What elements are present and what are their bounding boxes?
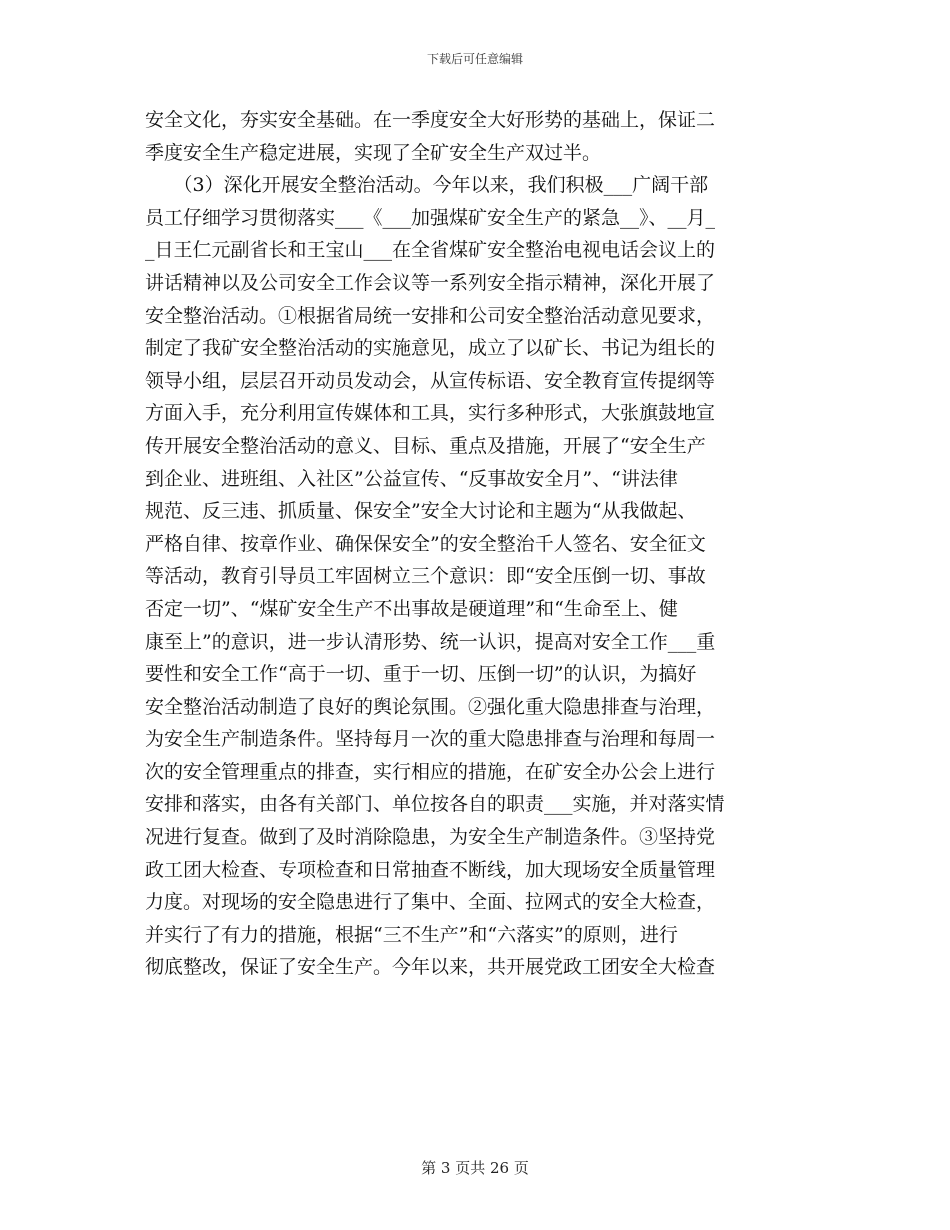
- text-line: 领导小组，层层召开动员发动会，从宣传标语、安全教育宣传提纲等: [145, 369, 716, 392]
- text-line: 力度。对现场的安全隐患进行了集中、全面、拉网式的安全大检查，: [145, 891, 716, 914]
- text-line: 安全整治活动。①根据省局统一安排和公司安全整治活动意见要求，: [145, 304, 716, 327]
- text-line: 规范、反三违、抓质量、保安全”安全大讨论和主题为“从我做起、: [145, 500, 697, 523]
- text-line: 安全文化，夯实安全基础。在一季度安全大好形势的基础上，保证二: [145, 109, 716, 131]
- text-line: 严格自律、按章作业、确保保安全”的安全整治千人签名、安全征文: [145, 532, 706, 555]
- text-line: 况进行复查。做到了及时消除隐患，为安全生产制造条件。③坚持党: [145, 826, 716, 849]
- text-line: 政工团大检查、专项检查和日常抽查不断线，加大现场安全质量管理: [145, 858, 716, 881]
- text-line: 次的安全管理重点的排查，实行相应的措施，在矿安全办公会上进行: [145, 760, 716, 783]
- text-line: 传开展安全整治活动的意义、目标、重点及措施，开展了“安全生产: [145, 434, 706, 457]
- text-line: 否定一切”、“煤矿安全生产不出事故是硬道理”和“生命至上、健: [145, 597, 678, 620]
- text-line: 季度安全生产稳定进展，实现了全矿安全生产双过半。: [145, 141, 602, 164]
- text-line: 要性和安全工作“高于一切、重于一切、压倒一切”的认识，为搞好: [145, 663, 697, 686]
- text-line: （3）深化开展安全整治活动。今年以来，我们积极___广阔干部: [145, 174, 709, 197]
- text-line: _日王仁元副省长和王宝山___在全省煤矿安全整治电视电话会议上的: [145, 239, 716, 262]
- page-header: 下载后可任意编辑: [426, 52, 523, 66]
- text-line: 到企业、进班组、入社区”公益宣传、“反事故安全月”、“讲法律: [145, 467, 678, 490]
- text-line: 安排和落实，由各有关部门、单位按各自的职责___实施，并对落实情: [145, 793, 725, 816]
- text-line: 制定了我矿安全整治活动的实施意见，成立了以矿长、书记为组长的: [145, 337, 716, 360]
- text-line: 等活动，教育引导员工牢固树立三个意识：即“安全压倒一切、事故: [145, 565, 706, 588]
- text-line: 为安全生产制造条件。坚持每月一次的重大隐患排查与治理和每周一: [145, 728, 716, 751]
- page-footer: 第 3 页共 26 页: [421, 1159, 529, 1177]
- text-line: 并实行了有力的措施，根据“三不生产”和“六落实”的原则，进行: [145, 923, 678, 946]
- text-line: 康至上”的意识，进一步认清形势、统一认识，提高对安全工作___重: [145, 630, 716, 653]
- text-line: 彻底整改，保证了安全生产。今年以来，共开展党政工团安全大检查: [145, 956, 716, 979]
- text-line: 讲话精神以及公司安全工作会议等一系列安全指示精神，深化开展了: [145, 271, 716, 294]
- text-line: 安全整治活动制造了良好的舆论氛围。②强化重大隐患排查与治理，: [145, 695, 716, 718]
- text-line: 员工仔细学习贯彻落实___《___加强煤矿安全生产的紧急__》、__月_: [145, 206, 716, 229]
- text-line: 方面入手，充分利用宣传媒体和工具，实行多种形式，大张旗鼓地宣: [145, 402, 716, 425]
- body-text: [145, 104, 805, 984]
